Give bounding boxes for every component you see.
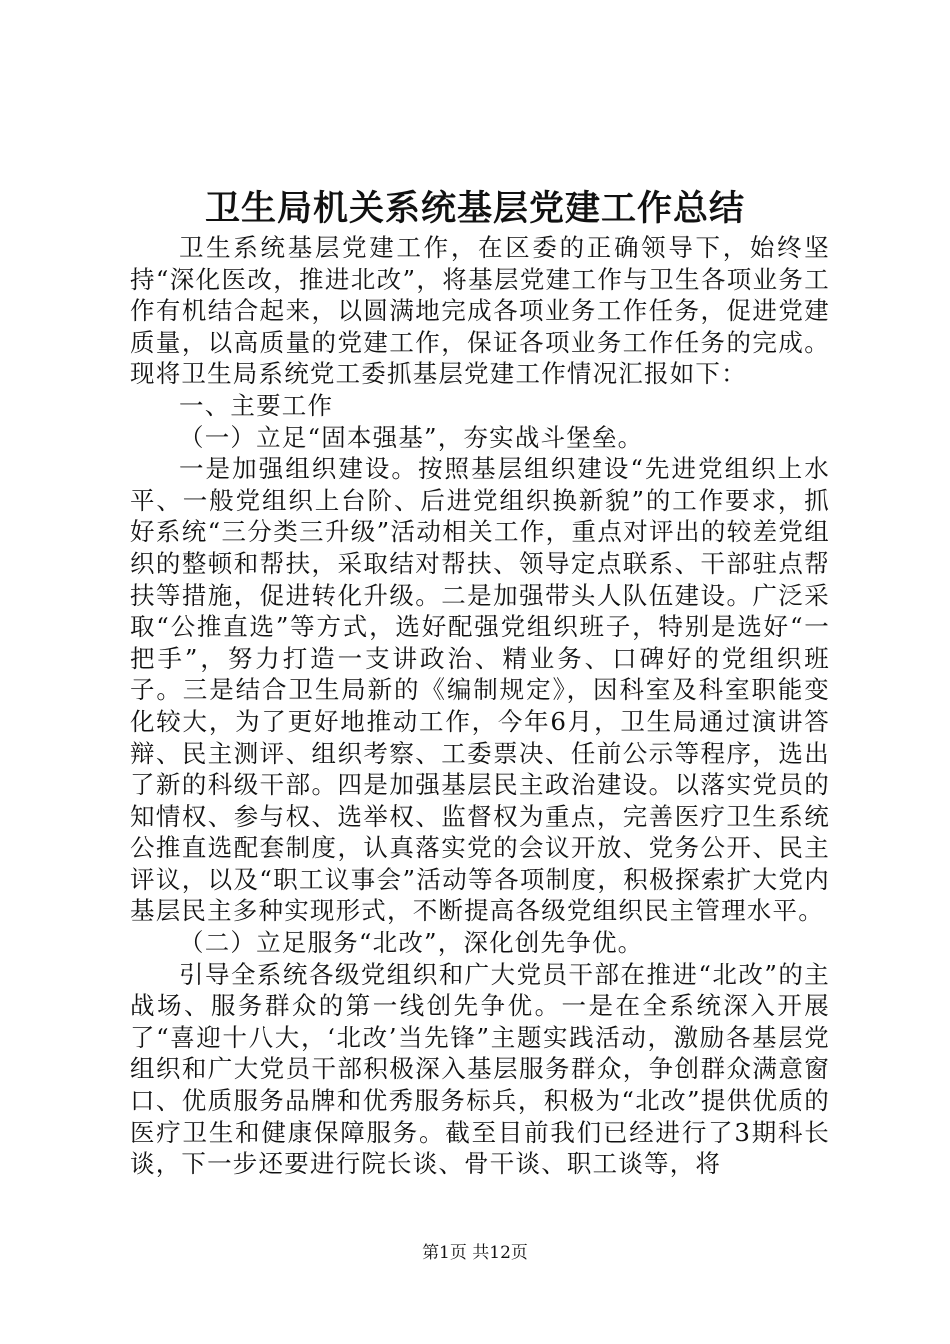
paragraph-intro: 卫生系统基层党建工作，在区委的正确领导下，始终坚持“深化医改，推进北改”，将基层党建工作与卫生各项业务工作有机结合起来，以圆满地完成各项业务工作任务，促进党建质量，以高质量的党建工作，保证各项业务工作任务的完成。现将卫生局系统党工委抓基层党建工作情况汇报如下： — [130, 233, 830, 389]
subsection-heading-2: （二）立足服务“北改”，深化创先争优。 — [179, 928, 644, 958]
subsection-heading-1: （一）立足“固本强基”，夯实战斗堡垒。 — [179, 422, 644, 452]
page-footer: 第1页 共12页 — [422, 1243, 528, 1263]
paragraph-service-north-reform: 引导全系统各级党组织和广大党员干部在推进“北改”的主战场、服务群众的第一线创先争优。一是在全系统深入开展了“喜迎十八大，‘北改’当先锋”主题实践活动，激励各基层党组织和广大党员干部积极深入基层服务群众，争创群众满意窗口、优质服务品牌和优秀服务标兵，积极为“北改”提供优质的医疗卫生和健康保障服务。截至目前我们已经进行了3期科长谈，下一步还要进行院长谈、骨干谈、职工谈等，将 — [130, 959, 830, 1179]
section-heading-main-work: 一、主要工作 — [179, 390, 334, 420]
paragraph-organization-building: 一是加强组织建设。按照基层组织建设“先进党组织上水平、一般党组织上台阶、后进党组织换新貌”的工作要求，抓好系统“三分类三升级”活动相关工作，重点对评出的较差党组织的整顿和帮扶，采取结对帮扶、领导定点联系、干部驻点帮扶等措施，促进转化升级。二是加强带头人队伍建设。广泛采取“公推直选”等方式，选好配强党组织班子，特别是选好“一把手”，努力打造一支讲政治、精业务、口碑好的党组织班子。三是结合卫生局新的《编制规定》，因科室及科室职能变化较大，为了更好地推动工作，今年6月，卫生局通过演讲答辩、民主测评、组织考察、工委票决、任前公示等程序，选出了新的科级干部。四是加强基层民主政治建设。以落实党员的知情权、参与权、选举权、监督权为重点，完善医疗卫生系统公推直选配套制度，认真落实党的会议开放、党务公开、民主评议，以及“职工议事会”活动等各项制度，积极探索扩大党内基层民主多种实现形式，不断提高各级党组织民主管理水平。 — [130, 454, 830, 926]
document-body — [130, 232, 830, 1180]
document-title: 卫生局机关系统基层党建工作总结 — [204, 188, 745, 229]
